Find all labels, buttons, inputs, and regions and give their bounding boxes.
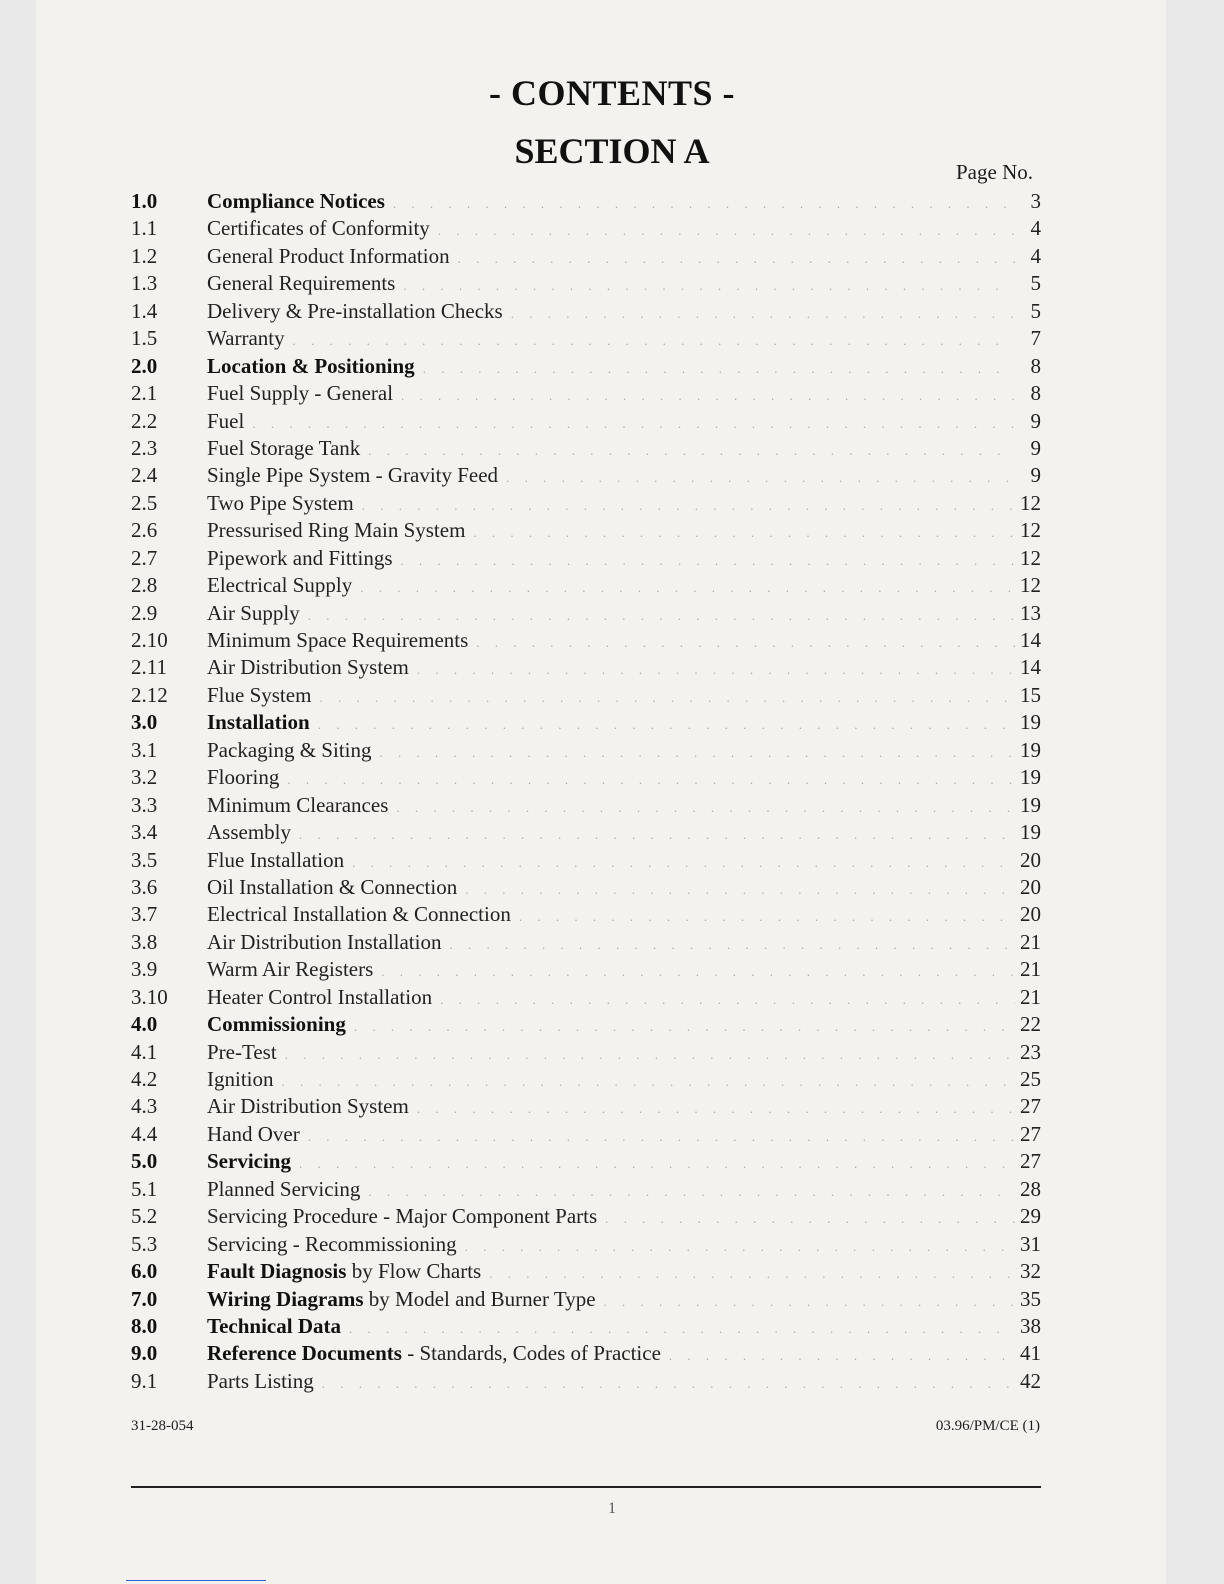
dot-leader: [362, 492, 1015, 519]
dot-leader: [458, 245, 1015, 272]
toc-entry-number: 4.4: [131, 1121, 158, 1146]
toc-entry-page: 13: [1020, 600, 1041, 625]
toc-entry-page: 27: [1020, 1149, 1041, 1174]
toc-entry-page: 9: [1030, 435, 1041, 460]
toc-entry-title: [207, 353, 423, 380]
toc-entry[interactable]: [131, 1340, 1041, 1367]
toc-entry-page: 9: [1030, 463, 1041, 488]
dot-leader: [511, 300, 1015, 327]
dot-leader: [381, 958, 1015, 985]
toc-entry-page: 21: [1020, 957, 1041, 982]
toc-entry-page: 12: [1020, 518, 1041, 543]
toc-entry-number: 2.2: [131, 408, 158, 433]
toc-entry[interactable]: [131, 627, 1041, 654]
toc-entry-title-main: Electrical Installation & Connection: [207, 902, 511, 927]
toc-entry-page: 19: [1020, 792, 1041, 817]
dot-leader: [401, 547, 1015, 574]
toc-entry-number: 5.2: [131, 1204, 158, 1229]
page-number: 1: [608, 1500, 616, 1517]
toc-entry-title: [207, 847, 352, 874]
dot-leader: [322, 1370, 1015, 1397]
toc-entry-title-main: Servicing: [207, 1149, 291, 1174]
toc-entry-title: [207, 270, 403, 297]
toc-entry-page: 9: [1030, 408, 1041, 433]
dot-leader: [308, 602, 1015, 629]
toc-entry-number: 2.7: [131, 545, 158, 570]
dot-leader: [605, 1205, 1015, 1232]
toc-entry-number: 2.3: [131, 435, 158, 460]
dot-leader: [299, 821, 1015, 848]
toc-entry-page: 4: [1030, 216, 1041, 241]
toc-entry-title: [207, 627, 476, 654]
toc-entry[interactable]: [131, 874, 1041, 901]
dot-leader: [282, 1068, 1016, 1095]
section-heading: SECTION A: [514, 131, 710, 171]
toc-entry-number: 2.1: [131, 381, 158, 406]
toc-entry[interactable]: [131, 764, 1041, 791]
toc-entry-number: 2.10: [131, 628, 168, 652]
toc-entry-title-suffix: - Standards, Codes of Practice: [401, 1341, 661, 1366]
toc-entry[interactable]: [131, 353, 1041, 380]
toc-entry-title-main: Wiring Diagrams: [207, 1286, 364, 1311]
toc-entry[interactable]: [131, 517, 1041, 544]
toc-entry-number: 3.4: [131, 820, 158, 845]
toc-entry-title: [207, 1148, 299, 1175]
toc-entry-title: [207, 600, 308, 627]
toc-entry-number: 3.0: [131, 710, 158, 735]
toc-entry-title-main: Two Pipe System: [207, 490, 354, 515]
toc-entry-title-main: General Product Information: [207, 243, 450, 268]
toc-entry[interactable]: [131, 1286, 1041, 1313]
toc-entry-page: 5: [1030, 271, 1041, 296]
toc-entry-number: 2.11: [131, 655, 167, 680]
dot-leader: [401, 382, 1015, 409]
dot-leader: [438, 217, 1015, 244]
toc-entry-page: 4: [1030, 243, 1041, 268]
toc-entry-number: 5.0: [131, 1149, 158, 1174]
toc-entry-number: 2.9: [131, 600, 158, 625]
toc-entry[interactable]: [131, 435, 1041, 462]
toc-entry-page: 19: [1020, 820, 1041, 845]
toc-entry-page: 35: [1020, 1286, 1041, 1311]
toc-entry[interactable]: [131, 984, 1041, 1011]
contents-heading: - CONTENTS -: [488, 73, 736, 113]
toc-entry-page: 21: [1020, 929, 1041, 954]
dot-leader: [349, 1315, 1015, 1342]
toc-entry[interactable]: [131, 1258, 1041, 1285]
toc-entry-page: 12: [1020, 545, 1041, 570]
dot-leader: [449, 931, 1015, 958]
toc-entry[interactable]: [131, 188, 1041, 215]
dot-leader: [396, 794, 1015, 821]
toc-entry-title-main: Pressurised Ring Main System: [207, 518, 466, 543]
toc-entry-page: 14: [1020, 655, 1041, 680]
toc-entry-title-main: Air Distribution System: [207, 655, 409, 680]
dot-leader: [380, 739, 1016, 766]
toc-entry-title-main: Servicing Procedure - Major Component Parts: [207, 1204, 598, 1229]
toc-entry-title-main: Installation: [207, 710, 310, 735]
page-column-label: Page No.: [956, 160, 1033, 184]
toc-entry[interactable]: [131, 819, 1041, 846]
toc-entry[interactable]: [131, 1313, 1041, 1340]
dot-leader: [506, 464, 1015, 491]
toc-entry-number: 3.5: [131, 847, 158, 872]
toc-entry-title-main: Heater Control Installation: [207, 984, 433, 1009]
toc-entry-number: 3.8: [131, 929, 158, 954]
toc-entry-title-main: Pipework and Fittings: [207, 545, 393, 570]
toc-entry[interactable]: [131, 901, 1041, 928]
toc-entry-number: 2.8: [131, 573, 158, 598]
toc-entry-title-main: Pre-Test: [207, 1039, 277, 1064]
toc-entry-title-main: Certificates of Conformity: [207, 216, 430, 241]
toc-entry-title: [207, 1039, 285, 1066]
toc-entry-title: [207, 408, 252, 435]
toc-entry-page: 12: [1020, 490, 1041, 515]
toc-entry-page: 32: [1020, 1259, 1041, 1284]
dot-leader: [519, 903, 1015, 930]
toc-entry[interactable]: [131, 380, 1041, 407]
toc-entry-page: 27: [1020, 1094, 1041, 1119]
toc-entry-page: 19: [1020, 737, 1041, 762]
toc-entry-number: 2.0: [131, 353, 158, 378]
toc-entry-title-main: Assembly: [207, 820, 291, 845]
dot-leader: [417, 1095, 1015, 1122]
dot-leader: [476, 629, 1015, 656]
toc-entry-page: 8: [1030, 381, 1041, 406]
toc-entry-number: 6.0: [131, 1259, 158, 1284]
toc-entry[interactable]: [131, 737, 1041, 764]
toc-entry-title: [207, 545, 401, 572]
toc-entry-title-main: Parts Listing: [207, 1368, 314, 1393]
dot-leader: [423, 355, 1015, 382]
toc-entry-number: 3.10: [131, 984, 168, 1009]
toc-entry-page: 15: [1020, 682, 1041, 707]
toc-entry-number: 9.1: [131, 1368, 158, 1393]
toc-entry[interactable]: [131, 1121, 1041, 1148]
toc-entry-number: 4.3: [131, 1094, 158, 1119]
toc-entry[interactable]: [131, 654, 1041, 681]
toc-entry[interactable]: [131, 1148, 1041, 1175]
toc-entry-title-main: Air Supply: [207, 600, 300, 625]
toc-entry-page: 3: [1030, 189, 1041, 213]
toc-entry-page: 25: [1020, 1067, 1041, 1091]
dot-leader: [393, 190, 1015, 217]
toc-entry-title-main: Location & Positioning: [207, 353, 415, 378]
dot-leader: [352, 849, 1015, 876]
toc-entry-title-main: Flooring: [207, 765, 280, 790]
toc-entry[interactable]: [131, 1231, 1041, 1258]
toc-entry-number: 3.9: [131, 957, 158, 982]
dot-leader: [252, 410, 1015, 437]
toc-entry-page: 38: [1020, 1313, 1041, 1338]
toc-entry-title-main: Minimum Space Requirements: [207, 628, 469, 652]
toc-entry[interactable]: [131, 929, 1041, 956]
toc-entry[interactable]: [131, 545, 1041, 572]
toc-entry-page: 8: [1030, 353, 1041, 378]
toc-entry-title-main: Packaging & Siting: [207, 737, 372, 762]
toc-entry-title-main: Fuel Supply - General: [207, 381, 394, 406]
toc-entry[interactable]: [131, 956, 1041, 983]
dot-leader: [308, 1123, 1015, 1150]
revision-code: 03.96/PM/CE (1): [935, 1418, 1040, 1434]
toc-entry-title-main: Ignition: [207, 1067, 274, 1091]
toc-entry-number: 8.0: [131, 1313, 158, 1338]
toc-entry-title-main: Planned Servicing: [207, 1176, 361, 1201]
dot-leader: [465, 876, 1015, 903]
toc-entry-page: 14: [1020, 628, 1041, 652]
toc-entry-title: [207, 572, 360, 599]
footer-divider: [131, 1486, 1041, 1488]
toc-entry[interactable]: [131, 600, 1041, 627]
toc-entry-page: 28: [1020, 1176, 1041, 1201]
toc-entry[interactable]: [131, 709, 1041, 736]
dot-leader: [669, 1342, 1015, 1369]
toc-entry[interactable]: [131, 1039, 1041, 1066]
toc-entry-page: 20: [1020, 874, 1041, 899]
hyperlink-underline[interactable]: [126, 1580, 266, 1581]
dot-leader: [465, 1233, 1015, 1260]
toc-entry-title-main: Flue System: [207, 682, 312, 707]
toc-entry-number: 1.2: [131, 243, 158, 268]
toc-entry-title-main: Minimum Clearances: [207, 792, 389, 817]
dot-leader: [368, 437, 1015, 464]
toc-entry[interactable]: [131, 1066, 1041, 1093]
toc-entry-title-main: Fault Diagnosis: [207, 1259, 347, 1284]
toc-entry-title-main: Electrical Supply: [207, 573, 353, 598]
dot-leader: [417, 656, 1015, 683]
toc-entry-title: [207, 1368, 322, 1395]
toc-entry[interactable]: [131, 270, 1041, 297]
toc-entry-number: 1.0: [131, 189, 158, 213]
toc-entry-title: [207, 929, 449, 956]
toc-entry-page: 12: [1020, 573, 1041, 598]
toc-entry-title-main: Air Distribution System: [207, 1094, 409, 1119]
toc-entry-number: 3.7: [131, 902, 158, 927]
toc-entry[interactable]: [131, 1011, 1041, 1038]
toc-entry-title-main: Delivery & Pre-installation Checks: [207, 298, 503, 323]
toc-entry-title: [207, 215, 438, 242]
dot-leader: [293, 327, 1015, 354]
toc-entry-title: [207, 1093, 417, 1120]
toc-entry[interactable]: [131, 298, 1041, 325]
document-code: 31-28-054: [131, 1418, 194, 1434]
toc-entry-number: 7.0: [131, 1286, 158, 1311]
dot-leader: [368, 1178, 1015, 1205]
toc-entry-title: [207, 243, 458, 270]
toc-entry-number: 1.4: [131, 298, 158, 323]
toc-entry-title: [207, 1066, 282, 1093]
toc-entry-title: [207, 325, 293, 352]
toc-entry-title-suffix: by Flow Charts: [346, 1259, 482, 1284]
dot-leader: [319, 684, 1015, 711]
toc-entry-page: 20: [1020, 902, 1041, 927]
toc-entry-number: 3.6: [131, 874, 158, 899]
dot-leader: [403, 272, 1015, 299]
toc-entry-page: 21: [1020, 984, 1041, 1009]
table-of-contents: [131, 188, 1041, 1395]
toc-entry-number: 2.12: [131, 682, 168, 707]
toc-entry-title-main: Commissioning: [207, 1012, 346, 1037]
toc-entry-title: [207, 1121, 308, 1148]
toc-entry-title: [207, 819, 299, 846]
toc-entry-number: 2.6: [131, 518, 158, 543]
toc-entry-title-main: Warranty: [207, 326, 285, 351]
toc-entry-title-main: Compliance Notices: [207, 189, 385, 213]
dot-leader: [440, 986, 1015, 1013]
toc-entry-title: [207, 490, 362, 517]
toc-entry-page: 5: [1030, 298, 1041, 323]
toc-entry-title-main: Single Pipe System - Gravity Feed: [207, 463, 499, 488]
toc-entry[interactable]: [131, 1203, 1041, 1230]
toc-entry-title: [207, 1011, 354, 1038]
dot-leader: [318, 711, 1015, 738]
toc-entry[interactable]: [131, 408, 1041, 435]
toc-entry[interactable]: [131, 1176, 1041, 1203]
toc-entry[interactable]: [131, 325, 1041, 352]
toc-entry-title: [207, 792, 396, 819]
toc-entry-title-main: Technical Data: [207, 1313, 341, 1338]
toc-entry-page: 19: [1020, 765, 1041, 790]
toc-entry[interactable]: [131, 847, 1041, 874]
toc-entry-page: 29: [1020, 1204, 1041, 1229]
toc-entry-page: 7: [1030, 326, 1041, 351]
toc-entry[interactable]: [131, 243, 1041, 270]
toc-entry-title: [207, 1286, 604, 1313]
toc-entry-title: [207, 874, 465, 901]
dot-leader: [287, 766, 1015, 793]
dot-leader: [354, 1013, 1015, 1040]
toc-entry[interactable]: [131, 215, 1041, 242]
toc-entry-title: [207, 764, 287, 791]
toc-entry-title: [207, 1340, 669, 1367]
toc-entry-title: [207, 956, 381, 983]
toc-entry-title-main: General Requirements: [207, 271, 396, 296]
toc-entry-page: 23: [1020, 1039, 1041, 1064]
dot-leader: [604, 1288, 1015, 1315]
toc-entry[interactable]: [131, 462, 1041, 489]
toc-entry[interactable]: [131, 572, 1041, 599]
toc-entry-title-main: Air Distribution Installation: [207, 929, 442, 954]
toc-entry-page: 41: [1020, 1341, 1041, 1366]
toc-entry[interactable]: [131, 1368, 1041, 1395]
toc-entry-title-main: Fuel Storage Tank: [207, 435, 361, 460]
toc-entry-number: 2.4: [131, 463, 158, 488]
toc-entry-page: 22: [1020, 1012, 1041, 1037]
toc-entry-title: [207, 435, 368, 462]
toc-entry-number: 4.1: [131, 1039, 158, 1064]
toc-entry-title-main: Flue Installation: [207, 847, 345, 872]
toc-entry-title: [207, 517, 473, 544]
toc-entry-title: [207, 1258, 489, 1285]
toc-entry-title: [207, 682, 319, 709]
toc-entry[interactable]: [131, 1093, 1041, 1120]
toc-entry-title-main: Warm Air Registers: [207, 957, 374, 982]
toc-entry-title: [207, 1176, 368, 1203]
dot-leader: [473, 519, 1015, 546]
toc-entry-title: [207, 1203, 605, 1230]
toc-entry-page: 20: [1020, 847, 1041, 872]
toc-entry[interactable]: [131, 792, 1041, 819]
dot-leader: [299, 1150, 1015, 1177]
toc-entry-number: 1.1: [131, 216, 158, 241]
toc-entry-number: 5.3: [131, 1231, 158, 1256]
toc-entry[interactable]: [131, 490, 1041, 517]
toc-entry-page: 42: [1020, 1368, 1041, 1393]
toc-entry-page: 27: [1020, 1121, 1041, 1146]
dot-leader: [360, 574, 1015, 601]
toc-entry-title-main: Oil Installation & Connection: [207, 874, 458, 899]
toc-entry-title: [207, 462, 506, 489]
toc-entry-title: [207, 1313, 349, 1340]
toc-entry-page: 31: [1020, 1231, 1041, 1256]
toc-entry-title: [207, 1231, 465, 1258]
toc-entry-title: [207, 654, 417, 681]
toc-entry-number: 9.0: [131, 1341, 158, 1366]
toc-entry-title: [207, 984, 440, 1011]
toc-entry-title: [207, 380, 401, 407]
toc-entry-number: 1.3: [131, 271, 158, 296]
toc-entry-title-suffix: by Model and Burner Type: [363, 1286, 596, 1311]
toc-entry-title-main: Hand Over: [207, 1121, 300, 1146]
toc-entry-title-main: Servicing - Recommissioning: [207, 1231, 457, 1256]
toc-entry-title-main: Reference Documents: [207, 1341, 402, 1366]
toc-entry-title: [207, 188, 393, 215]
toc-entry-number: 4.2: [131, 1067, 158, 1091]
toc-entry-number: 3.3: [131, 792, 158, 817]
toc-entry-number: 2.5: [131, 490, 158, 515]
dot-leader: [285, 1041, 1015, 1068]
toc-entry-number: 5.1: [131, 1176, 158, 1201]
toc-entry-number: 4.0: [131, 1012, 158, 1037]
toc-entry-title: [207, 709, 318, 736]
toc-entry-number: 3.1: [131, 737, 158, 762]
toc-entry-title: [207, 737, 380, 764]
toc-entry-title: [207, 298, 511, 325]
toc-entry-number: 3.2: [131, 765, 158, 790]
dot-leader: [489, 1260, 1015, 1287]
toc-entry-title-main: Fuel: [207, 408, 245, 433]
toc-entry[interactable]: [131, 682, 1041, 709]
toc-entry-page: 19: [1020, 710, 1041, 735]
toc-entry-number: 1.5: [131, 326, 158, 351]
toc-entry-title: [207, 901, 519, 928]
